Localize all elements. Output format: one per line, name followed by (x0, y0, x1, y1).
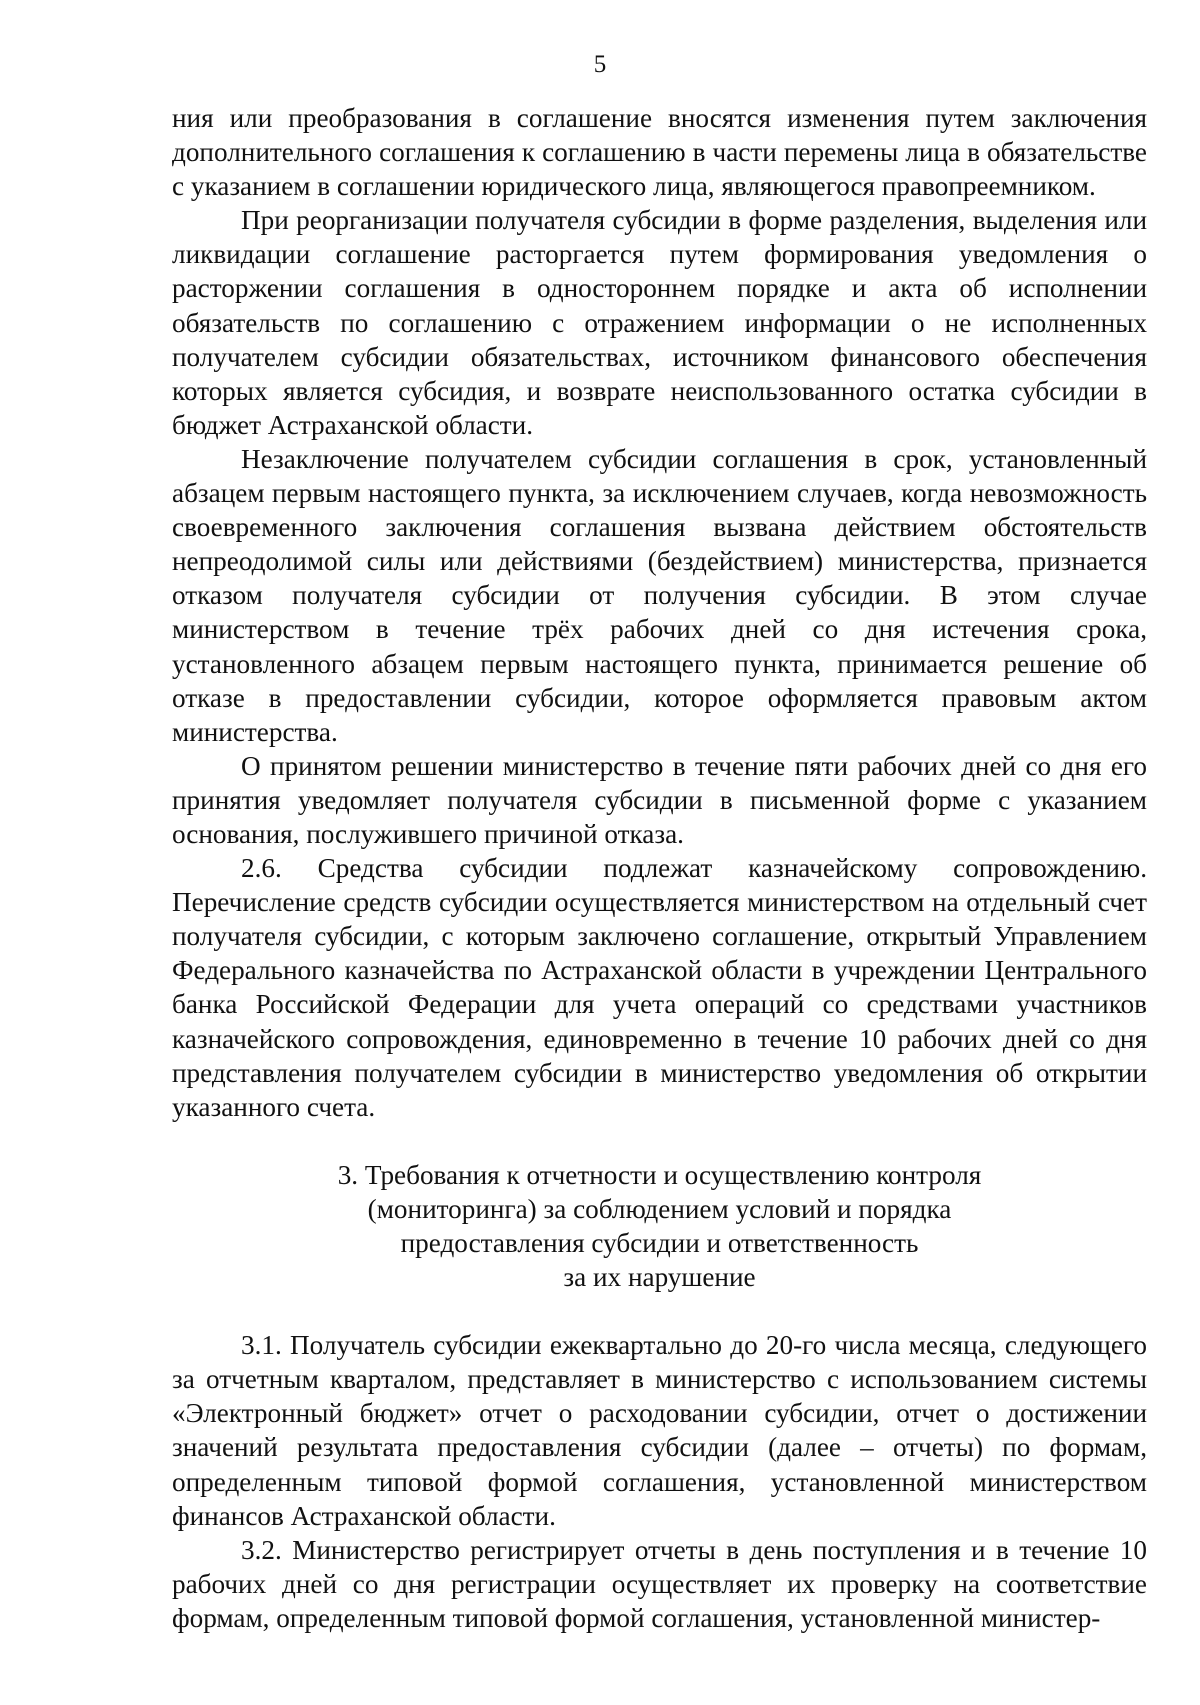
page-number: 5 (593, 51, 607, 78)
section-heading-line: 3. Требования к отчетности и осуществлению контроля (337, 1159, 982, 1190)
section-3-heading (172, 1158, 1147, 1294)
section-heading-line: предоставления субсидии и ответственность (400, 1228, 919, 1258)
section-heading-line: (мониторинга) за соблюдением условий и порядка (367, 1193, 952, 1224)
paragraph-2-6: 2.6. Средства субсидии подлежат казначейскому сопровождению. Перечисление средств субсидии осуществляется министерством на отдельный счет получателя субсидии, с которым заключено соглашение, открытый Управлением Федерального казначейства по Астраханской области в учреждении Центрального банка Российской Федерации для учета операций со средствами участников казначейского сопровождения, единовременно в течение 10 рабочих дней со дня представления получателем субсидии в министерство уведомления об открытии указанного счета. (172, 853, 1147, 1122)
paragraph-non-conclusion: Незаключение получателем субсидии соглашения в срок, установленный абзацем первым настоящего пункта, за исключением случаев, когда невозможность своевременного заключения соглашения вызвана действием обстоятельств непреодолимой силы или действиями (бездействием) министерства, признается отказом получателя субсидии от получения субсидии. В этом случае министерством в течение трёх рабочих дней со дня истечения срока, установленного абзацем первым настоящего пункта, принимается решение об отказе в предоставлении субсидии, которое оформляется правовым актом министерства. (172, 443, 1147, 747)
paragraph-3-2: 3.2. Министерство регистрирует отчеты в день поступления и в течение 10 рабочих дней со дня регистрации осуществляет их проверку на соответствие формам, определенным типовой формой соглашения, установленной министер- (172, 1534, 1147, 1633)
paragraph-continuation: ния или преобразования в соглашение вносятся изменения путем заключения дополнительного соглашения к соглашению в части перемены лица в обязательстве с указанием в соглашении юридического лица, являющегося правопреемником. (172, 103, 1147, 202)
document-body (172, 101, 1147, 1635)
paragraph-reorganization: При реорганизации получателя субсидии в форме разделения, выделения или ликвидации соглашение расторгается путем формирования уведомления о расторжении соглашения в одностороннем порядке и акта об исполнении обязательств по соглашению с отражением информации о не исполненных получателем субсидии обязательствах, источником финансового обеспечения которых является субсидия, и возврате неиспользованного остатка субсидии в бюджет Астраханской области. (172, 205, 1147, 440)
section-heading-line: за их нарушение (563, 1262, 756, 1293)
paragraph-3-1: 3.1. Получатель субсидии ежеквартально до 20-го числа месяца, следующего за отчетным кварталом, представляет в министерство с использованием системы «Электронный бюджет» отчет о расходовании субсидии, отчет о достижении значений результата предоставления субсидии (далее – отчеты) по формам, определенным типовой формой соглашения, установленной министерством финансов Астраханской области. (172, 1330, 1147, 1531)
paragraph-notification: О принятом решении министерство в течение пяти рабочих дней со дня его принятия уведомляет получателя субсидии в письменной форме с указанием основания, послужившего причиной отказа. (172, 750, 1147, 849)
